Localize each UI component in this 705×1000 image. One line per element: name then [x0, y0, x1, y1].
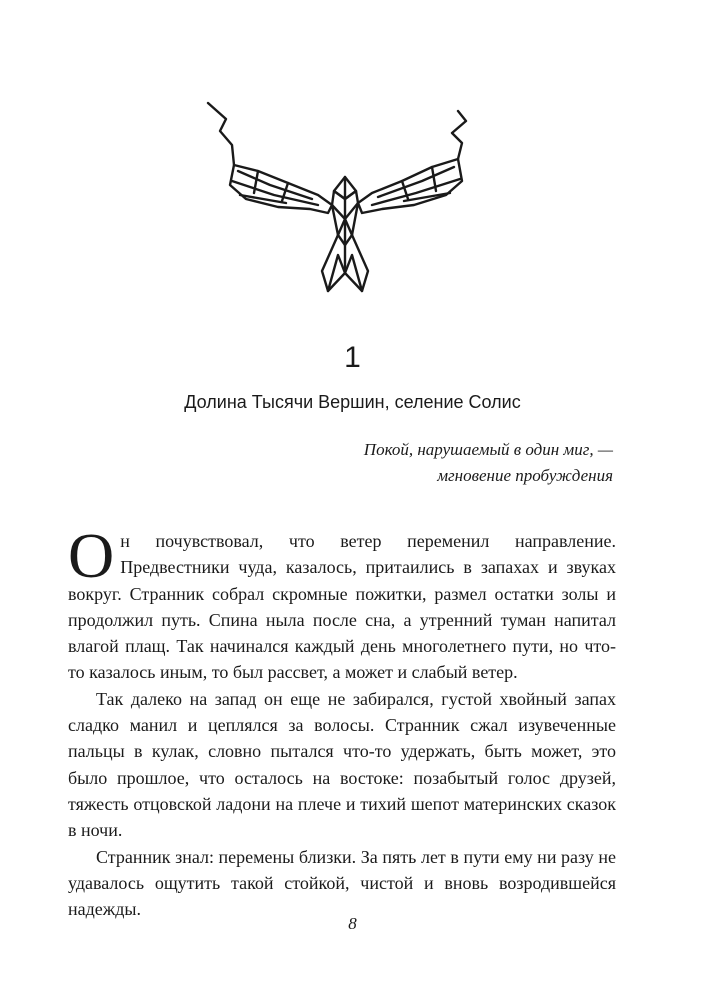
- paragraph-1-text: н почувствовал, что ветер переменил направление. Предвестники чуда, казалось, притаились в запахах и звуках вокруг. Странник собрал скромные пожитки, размел остатки золы и продолжил путь. Спина ныла после сна, а утренний туман напитал влагой плащ. Так начинался каждый день многолетнего пути, но что-то казалось иным, то был рассвет, а может и слабый ветер.: [68, 531, 616, 683]
- paragraph-1: [68, 520, 616, 686]
- chapter-body: [68, 520, 616, 922]
- paragraph-2: Так далеко на запад он еще не забирался, густой хвойный запах сладко манил и цеплялся за волосы. Странник сжал изувеченные пальцы в кулак, словно пытался что-то удержать, быть может, это было прошлое, что осталось на востоке: позабытый голос друзей, тяжесть отцовской ладони на плече и тихий шепот материнских сказок в ночи.: [68, 688, 616, 841]
- epigraph: [213, 437, 613, 489]
- chapter-location: Долина Тысячи Вершин, селение Солис: [184, 392, 521, 412]
- epigraph-line-1: Покой, нарушаемый в один миг, —: [363, 440, 613, 459]
- paragraph-3: Странник знал: перемены близки. За пять лет в пути ему ни разу не удавалось ощутить такой стойкой, чистой и вновь возродившейся надежды.: [68, 846, 616, 920]
- page-number: 8: [348, 914, 357, 933]
- drop-cap: О: [68, 520, 115, 591]
- chapter-number: 1: [344, 341, 361, 374]
- epigraph-line-2: мгновение пробуждения: [437, 466, 613, 485]
- geometric-bird-icon: [200, 95, 490, 310]
